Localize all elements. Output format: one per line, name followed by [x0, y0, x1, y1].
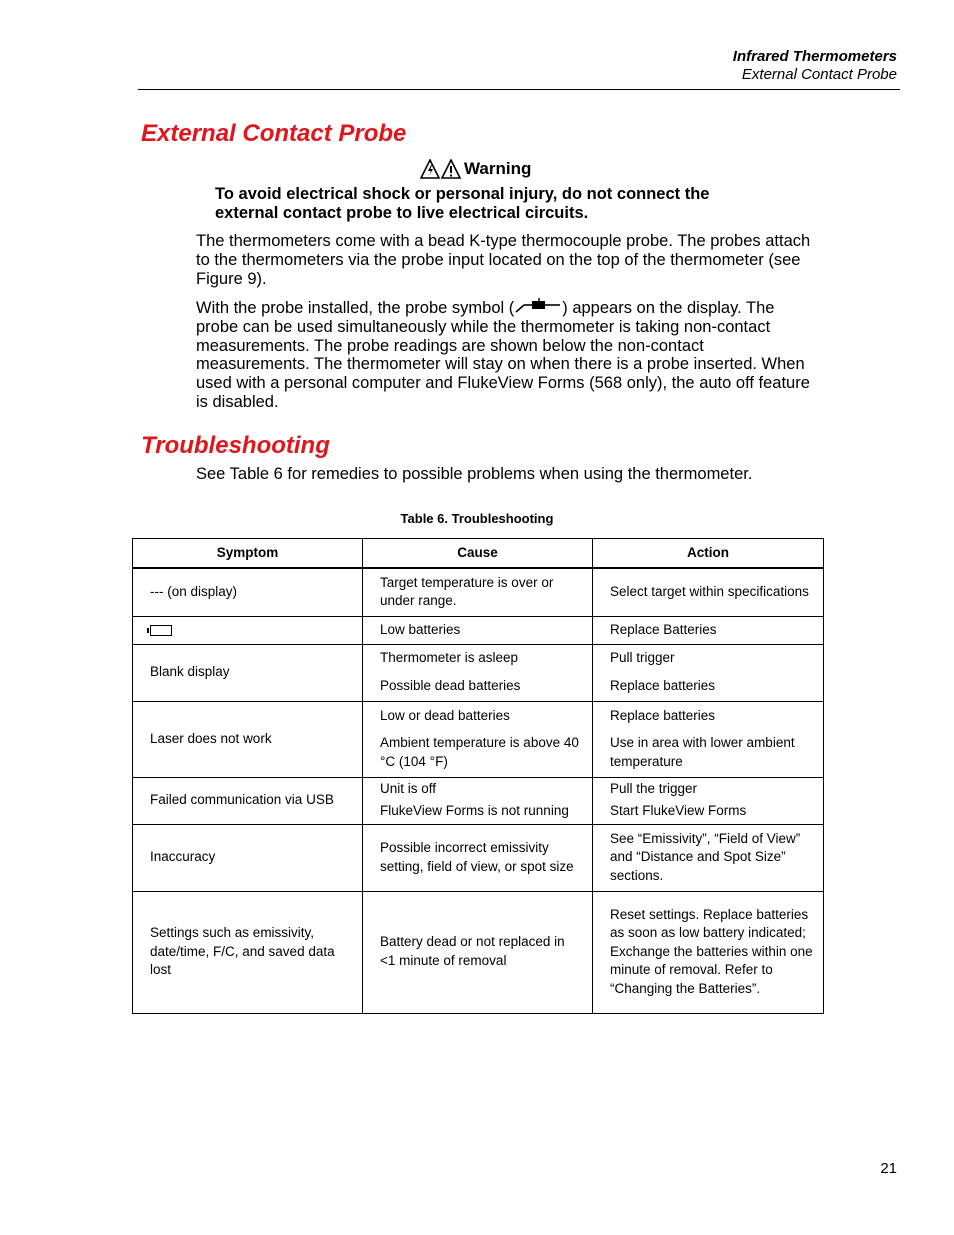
- cause-text: Battery dead or not replaced in <1 minute of removal: [380, 934, 565, 968]
- action-cell: [593, 824, 824, 891]
- cause-cell: [363, 824, 593, 891]
- warning-text: To avoid electrical shock or personal injury, do not connect the external contact probe to live electrical circuits.: [215, 185, 710, 222]
- cause-cell: [363, 891, 593, 1013]
- table-row: [133, 616, 824, 644]
- action-cell: [593, 891, 824, 1013]
- paragraph-probe-symbol-rest: ) appears on the display. The probe can be used simultaneously while the thermometer is taking non-contact measurements. The probe readings are shown below the non-contact measurements. The thermometer will stay on when there is a probe inserted. When used with a personal computer and FlukeView Forms (568 only), the auto off feature is disabled.: [196, 299, 810, 411]
- action-text: Replace batteries: [610, 707, 716, 723]
- table-row: [133, 824, 824, 891]
- action-text: Pull trigger: [610, 650, 675, 666]
- cause-text: Possible incorrect emissivity setting, field of view, or spot size: [380, 839, 574, 874]
- probe-symbol-icon: [514, 298, 562, 314]
- cause-text: Possible dead batteries: [380, 678, 521, 693]
- low-battery-icon: [150, 625, 172, 636]
- cause-cell: [363, 568, 593, 616]
- symptom-cell: Inaccuracy: [133, 824, 363, 891]
- cause-text: Unit is off: [380, 781, 437, 797]
- cause-text: Ambient temperature is above 40 °C (104 °F): [380, 735, 579, 769]
- table-header-row: [133, 539, 824, 569]
- action-cell: [593, 777, 824, 824]
- symptom-cell: Blank display: [133, 644, 363, 701]
- table-row: [133, 701, 824, 777]
- header-rule: [138, 89, 900, 90]
- troubleshooting-intro: See Table 6 for remedies to possible problems when using the thermometer.: [196, 465, 753, 483]
- cause-text: Low batteries: [380, 621, 461, 637]
- table-row: [133, 777, 824, 824]
- action-text: Replace Batteries: [610, 621, 717, 637]
- action-cell: [593, 701, 824, 777]
- cause-text: Thermometer is asleep: [380, 650, 519, 666]
- column-header-action: Action: [593, 539, 824, 569]
- symptom-cell: [133, 616, 363, 644]
- symptom-cell: Failed communication via USB: [133, 777, 363, 824]
- action-text: Select target within specifications: [610, 583, 809, 599]
- paragraph-probe-symbol: [196, 298, 816, 412]
- paragraph-probe-symbol-lead: With the probe installed, the probe symbol (: [196, 299, 515, 317]
- paragraph-probe-intro: The thermometers come with a bead K-type thermocouple probe. The probes attach to the thermometers via the probe input located on the top of the thermometer (see Figure 9).: [196, 232, 811, 288]
- warning-label-text: Warning: [464, 159, 532, 178]
- symptom-cell: Laser does not work: [133, 701, 363, 777]
- cause-cell: [363, 777, 593, 824]
- action-text: See “Emissivity”, “Field of View” and “Distance and Spot Size” sections.: [610, 830, 801, 883]
- action-cell: [593, 644, 824, 701]
- action-text: Start FlukeView Forms: [610, 803, 747, 818]
- table-row: [133, 644, 824, 701]
- warning-triangle-icon: [420, 159, 462, 179]
- symptom-cell: Settings such as emissivity, date/time, F/C, and saved data lost: [133, 891, 363, 1013]
- section-heading-external-contact-probe: External Contact Probe: [141, 120, 407, 147]
- column-header-symptom: Symptom: [133, 539, 363, 569]
- table-row: [133, 568, 824, 616]
- table-row: [133, 891, 824, 1013]
- warning-label: [420, 159, 531, 179]
- action-text: Replace batteries: [610, 678, 716, 693]
- cause-text: Target temperature is over or under range.: [380, 574, 554, 609]
- running-header-subtitle: External Contact Probe: [741, 66, 897, 83]
- symptom-cell: --- (on display): [133, 568, 363, 616]
- action-text: Pull the trigger: [610, 781, 698, 797]
- page-number: 21: [880, 1160, 897, 1177]
- cause-cell: [363, 701, 593, 777]
- column-header-cause: Cause: [363, 539, 593, 569]
- table-caption: Table 6. Troubleshooting: [400, 511, 554, 526]
- troubleshooting-table: [132, 538, 824, 1014]
- action-cell: [593, 568, 824, 616]
- running-header-title: Infrared Thermometers: [732, 48, 897, 65]
- cause-text: Low or dead batteries: [380, 707, 510, 723]
- section-heading-troubleshooting: Troubleshooting: [141, 432, 330, 459]
- action-text: Use in area with lower ambient temperature: [610, 735, 795, 769]
- cause-cell: [363, 616, 593, 644]
- action-cell: [593, 616, 824, 644]
- cause-text: FlukeView Forms is not running: [380, 803, 569, 818]
- action-text: Reset settings. Replace batteries as soon as low battery indicated; Exchange the batteries within one minute of removal. Refer to “Changing the Batteries”.: [610, 906, 813, 996]
- cause-cell: [363, 644, 593, 701]
